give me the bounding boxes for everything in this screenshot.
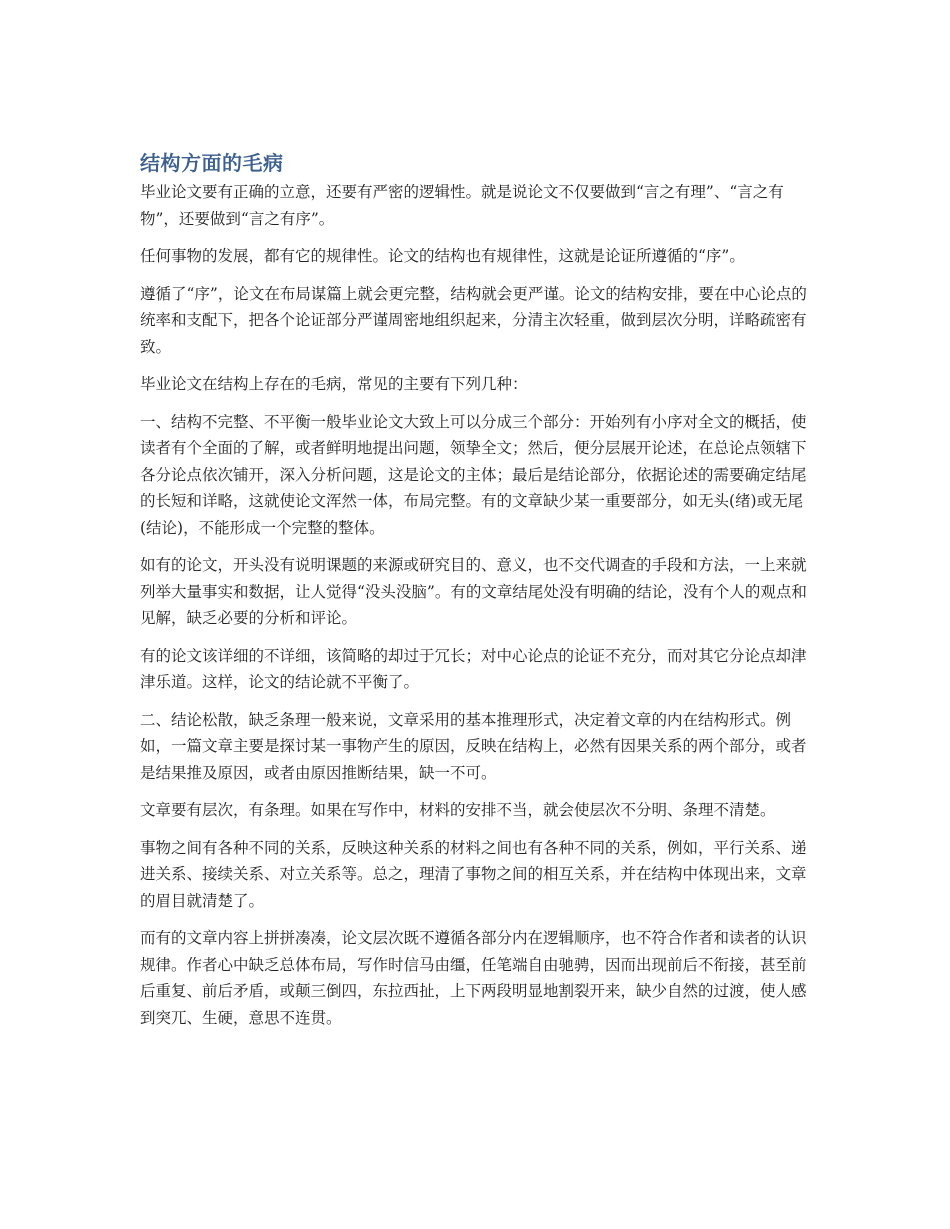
paragraph-2: 任何事物的发展，都有它的规律性。论文的结构也有规律性，这就是论证所遵循的“序”。	[140, 247, 745, 265]
document-page	[140, 150, 808, 1042]
paragraph-10: 事物之间有各种不同的关系，反映这种关系的材料之间也有各种不同的关系，例如，平行关系、递进关系、接续关系、对立关系等。总之，理清了事物之间的相互关系，并在结构中体现出来，文章的眉目就清楚了。	[140, 838, 807, 910]
paragraph-8: 二、结论松散，缺乏条理一般来说，文章采用的基本推理形式，决定着文章的内在结构形式。例如，一篇文章主要是探讨某一事物产生的原因，反映在结构上，必然有因果关系的两个部分，或者是结果推及原因，或者由原因推断结果，缺一不可。	[140, 710, 807, 782]
paragraph-4: 毕业论文在结构上存在的毛病，常见的主要有下列几种：	[140, 375, 528, 393]
paragraph-5: 一、结构不完整、不平衡一般毕业论文大致上可以分成三个部分：开始列有小序对全文的概括，使读者有个全面的了解，或者鲜明地提出问题，领挚全文；然后，便分层展开论述，在总论点领辖下各分论点依次铺开，深入分析问题，这是论文的主体；最后是结论部分，依据论述的需要确定结尾的长短和详略，这就使论文浑然一体，布局完整。有的文章缺少某一重要部分，如无头(绪)或无尾(结论)，不能形成一个完整的整体。	[140, 412, 807, 537]
paragraph-3: 遵循了“序”，论文在布局谋篇上就会更完整，结构就会更严谨。论文的结构安排，要在中心论点的统率和支配下，把各个论证部分严谨周密地组织起来，分清主次轻重，做到层次分明，详略疏密有致。	[140, 284, 807, 356]
paragraph-1: 毕业论文要有正确的立意，还要有严密的逻辑性。就是说论文不仅要做到“言之有理”、“言之有物”，还要做到“言之有序”。	[140, 183, 784, 228]
section-heading: 结构方面的毛病	[140, 151, 284, 175]
paragraph-7: 有的论文该详细的不详细，该简略的却过于冗长；对中心论点的论证不充分，而对其它分论点却津津乐道。这样，论文的结论就不平衡了。	[140, 646, 807, 691]
paragraph-9: 文章要有层次，有条理。如果在写作中，材料的安排不当，就会使层次不分明、条理不清楚。	[140, 801, 776, 819]
paragraph-6: 如有的论文，开头没有说明课题的来源或研究目的、意义，也不交代调查的手段和方法，一上来就列举大量事实和数据，让人觉得“没头没脑”。有的文章结尾处没有明确的结论，没有个人的观点和见解，缺乏必要的分析和评论。	[140, 556, 807, 627]
paragraph-11: 而有的文章内容上拼拼凑凑，论文层次既不遵循各部分内在逻辑顺序，也不符合作者和读者的认识规律。作者心中缺乏总体布局，写作时信马由缰，任笔端自由驰骋，因而出现前后不衔接，甚至前后重复、前后矛盾，或颠三倒四，东拉西扯，上下两段明显地割裂开来，缺少自然的过渡，使人感到突兀、生硬，意思不连贯。	[140, 929, 807, 1027]
